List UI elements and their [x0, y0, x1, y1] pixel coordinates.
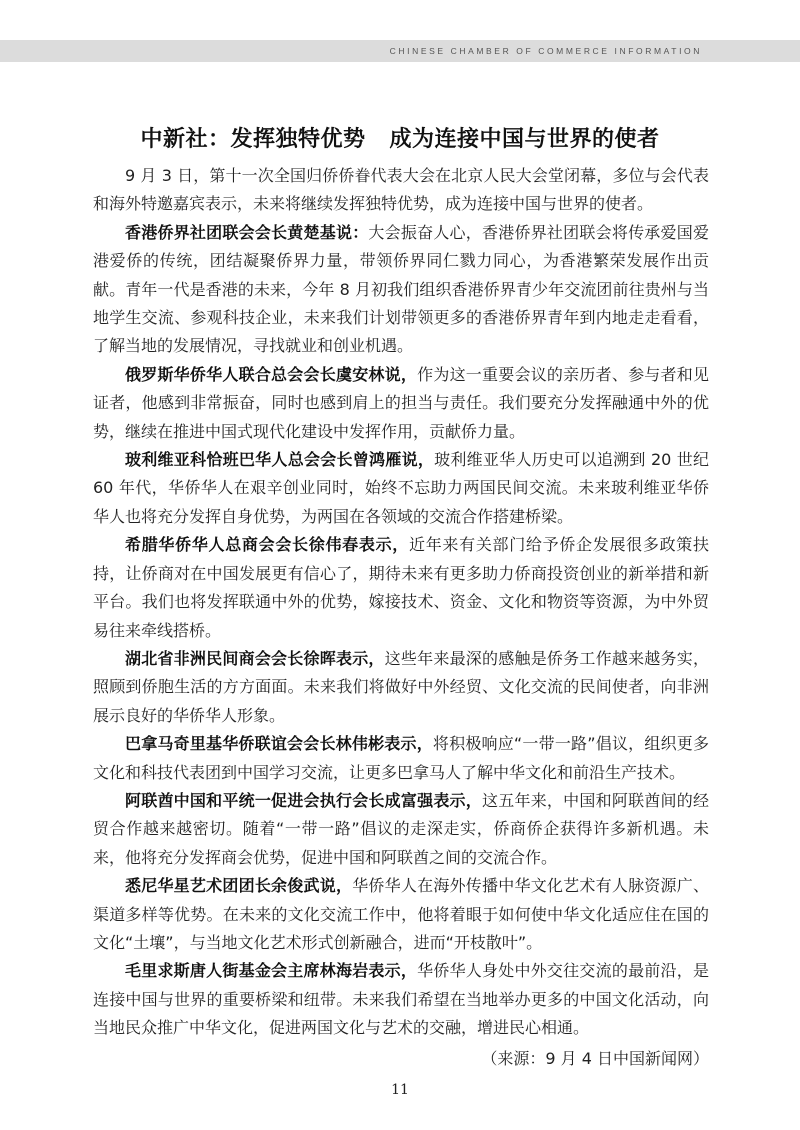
paragraph: 9 月 3 日，第十一次全国归侨侨眷代表大会在北京人民大会堂闭幕，多位与会代表和海外特邀嘉宾表示，未来将继续发挥独特优势，成为连接中国与世界的使者。	[93, 166, 709, 214]
paragraph: 巴拿马奇里基华侨联谊会会长林伟彬表示，将积极响应“一带一路”倡议，组织更多文化和科技代表团到中国学习交流，让更多巴拿马人了解中华文化和前沿生产技术。	[93, 734, 709, 782]
speaker-name: 湖北省非洲民间商会会长徐晖表示，	[125, 648, 385, 668]
speaker-name: 玻利维亚科恰班巴华人总会会长曾鸿雁说，	[125, 450, 435, 470]
source-note: （来源：9 月 4 日中国新闻网）	[481, 1048, 709, 1068]
paragraph: 希腊华侨华人总商会会长徐伟春表示，近年来有关部门给予侨企发展很多政策扶持，让侨商对在中国发展更有信心了，期待未来有更多助力侨商投资创业的新举措和新平台。我们也将发挥联通中外的优势，嫁接技术、资金、文化和物资等资源，为中外贸易往来牵线搭桥。	[93, 535, 709, 640]
header-bar	[0, 40, 800, 62]
paragraph: 毛里求斯唐人街基金会主席林海岩表示，华侨华人身处中外交往交流的最前沿，是连接中国与世界的重要桥梁和纽带。未来我们希望在当地举办更多的中国文化活动，向当地民众推广中华文化，促进两国文化与艺术的交融，增进民心相通。	[93, 961, 709, 1038]
article-body	[93, 162, 709, 1073]
speaker-name: 希腊华侨华人总商会会长徐伟春表示，	[125, 535, 409, 555]
article-title-part1: 中新社：发挥独特优势	[140, 127, 366, 152]
paragraph: 悉尼华星艺术团团长余俊武说，华侨华人在海外传播中华文化艺术有人脉资源广、渠道多样等优势。在未来的文化交流工作中，他将着眼于如何使中华文化适应住在国的文化“土壤”，与当地文化艺术形式创新融合，进而“开枝散叶”。	[93, 876, 709, 952]
speaker-name: 巴拿马奇里基华侨联谊会会长林伟彬表示，	[125, 734, 433, 754]
speaker-name: 阿联酋中国和平统一促进会执行会长成富强表示，	[125, 790, 483, 810]
paragraph: 香港侨界社团联会会长黄楚基说：大会振奋人心，香港侨界社团联会将传承爱国爱港爱侨的传统，团结凝聚侨界力量，带领侨界同仁戮力同心，为香港繁荣发展作出贡献。青年一代是香港的未来，今年 8 月初我们组织香港侨界青少年交流团前往贵州与当地学生交流、参观科技企业，未来我们计划带领更多的香港侨界青年到内地走走看看，了解当地的发展情况，寻找就业和创业机遇。	[93, 222, 709, 356]
header-text: CHINESE CHAMBER OF COMMERCE INFORMATION	[389, 46, 702, 56]
paragraph: 阿联酋中国和平统一促进会执行会长成富强表示，这五年来，中国和阿联酋间的经贸合作越来越密切。随着“一带一路”倡议的走深走实，侨商侨企获得许多新机遇。未来，他将充分发挥商会优势，促进中国和阿联酋之间的交流合作。	[93, 790, 709, 867]
speaker-name: 俄罗斯华侨华人联合总会会长虞安林说，	[125, 364, 418, 384]
paragraph: 湖北省非洲民间商会会长徐晖表示，这些年来最深的感触是侨务工作越来越务实，照顾到侨胞生活的方方面面。未来我们将做好中外经贸、文化交流的民间使者，向非洲展示良好的华侨华人形象。	[93, 648, 709, 725]
page-number: 11	[391, 1082, 409, 1098]
article-title	[0, 122, 800, 153]
speaker-name: 香港侨界社团联会会长黄楚基说：	[125, 222, 369, 242]
article-title-part2: 成为连接中国与世界的使者	[389, 127, 660, 152]
speaker-name: 毛里求斯唐人街基金会主席林海岩表示，	[125, 961, 418, 981]
paragraph: 玻利维亚科恰班巴华人总会会长曾鸿雁说，玻利维亚华人历史可以追溯到 20 世纪 60 年代，华侨华人在艰辛创业同时，始终不忘助力两国民间交流。未来玻利维亚华侨华人也将充分发挥自身优势，为两国在各领域的交流合作搭建桥梁。	[93, 450, 709, 526]
paragraph: 俄罗斯华侨华人联合总会会长虞安林说，作为这一重要会议的亲历者、参与者和见证者，他感到非常振奋，同时也感到肩上的担当与责任。我们要充分发挥融通中外的优势，继续在推进中国式现代化建设中发挥作用，贡献侨力量。	[93, 364, 709, 441]
speaker-name: 悉尼华星艺术团团长余俊武说，	[125, 876, 353, 896]
